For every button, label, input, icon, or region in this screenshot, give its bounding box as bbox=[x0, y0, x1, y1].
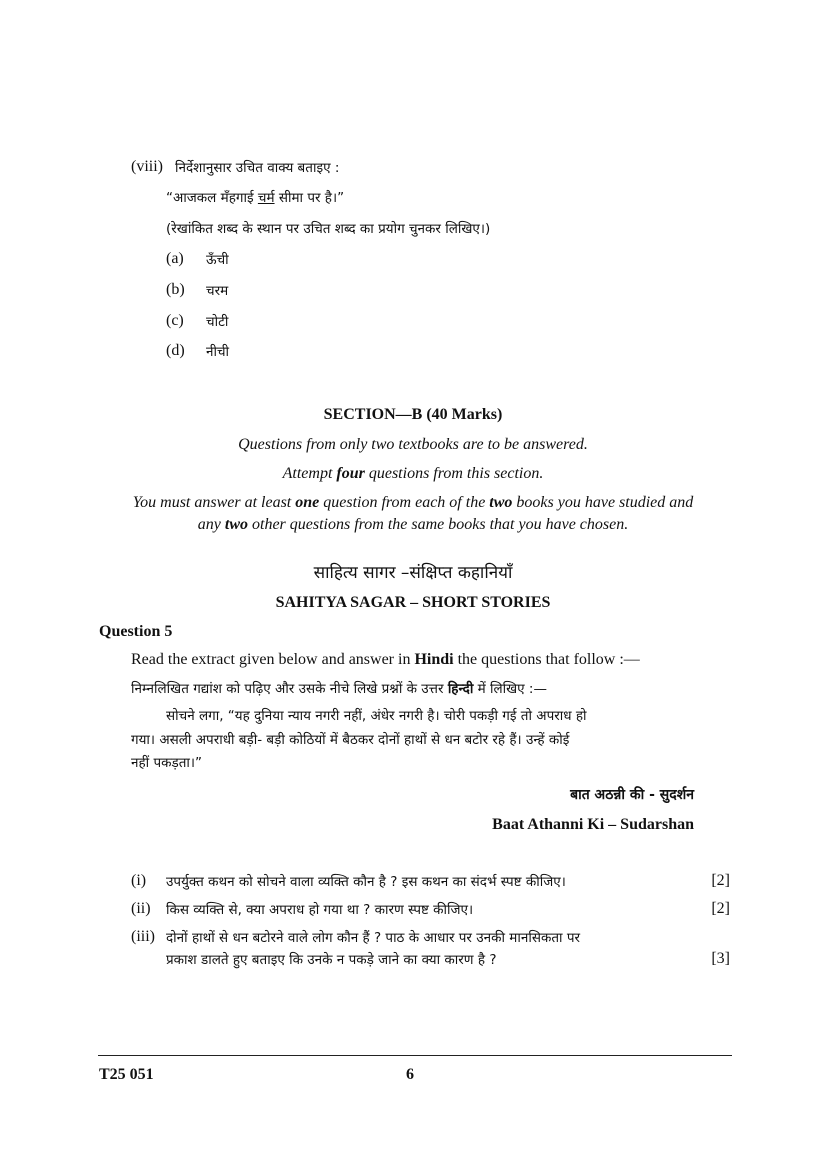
question-instruction-bold: Hindi bbox=[414, 651, 454, 668]
section-line-3-bold-2: two bbox=[489, 494, 513, 511]
section-line-3-mid: question from each of the bbox=[319, 494, 490, 511]
q8-option-d-label: (d) bbox=[166, 342, 185, 359]
hindi-instruction-pre: निम्नलिखित गद्यांश को पढ़िए और उसके नीचे लिखे प्रश्नों के उत्तर bbox=[131, 681, 448, 697]
q8-sentence-pre: “आजकल मँहगाई bbox=[166, 190, 258, 206]
subquestion-3-text-line-2: प्रकाश डालते हुए बताइए कि उनके न पकड़े जाने का क्या कारण है ? bbox=[166, 952, 497, 968]
section-line-4-pre: any bbox=[197, 516, 225, 533]
q8-sentence bbox=[166, 188, 344, 206]
section-line-3-bold-1: one bbox=[295, 494, 320, 511]
question-instruction-post: the questions that follow :— bbox=[453, 651, 640, 668]
source-hindi: बात अठन्नी की - सुदर्शन bbox=[570, 787, 694, 803]
subquestion-3-number: (iii) bbox=[131, 928, 155, 945]
footer-divider bbox=[98, 1055, 732, 1056]
q8-note: (रेखांकित शब्द के स्थान पर उचित शब्द का प्रयोग चुनकर लिखिए।) bbox=[166, 221, 491, 237]
subquestion-3-marks: [3] bbox=[711, 950, 730, 967]
book-title-hindi: साहित्य सागर –संक्षिप्त कहानियाँ bbox=[313, 563, 513, 583]
q8-instruction: निर्देशानुसार उचित वाक्य बताइए : bbox=[175, 160, 340, 176]
section-line-2-post: questions from this section. bbox=[364, 465, 544, 482]
extract-line-3: नहीं पकड़ता।” bbox=[131, 755, 203, 771]
subquestion-1-number: (i) bbox=[131, 872, 147, 889]
book-title-english: SAHITYA SAGAR – SHORT STORIES bbox=[275, 594, 551, 611]
q8-option-a-label: (a) bbox=[166, 250, 184, 267]
subquestion-2-number: (ii) bbox=[131, 900, 151, 917]
question-instruction bbox=[131, 651, 640, 669]
q8-number: (viii) bbox=[131, 158, 163, 175]
q8-option-b-text: चरम bbox=[206, 283, 229, 299]
q8-sentence-post: सीमा पर है।” bbox=[274, 190, 345, 206]
q8-option-c-text: चोटी bbox=[206, 314, 229, 330]
q8-underlined-word: चर्म bbox=[257, 190, 275, 206]
section-line-1: Questions from only two textbooks are to be answered. bbox=[238, 436, 588, 453]
source-english: Baat Athanni Ki – Sudarshan bbox=[492, 816, 694, 833]
hindi-instruction-post: में लिखिए :— bbox=[473, 681, 547, 697]
footer-code: T25 051 bbox=[99, 1066, 154, 1083]
subquestion-1-marks: [2] bbox=[711, 872, 730, 889]
section-line-2 bbox=[0, 465, 826, 483]
section-line-2-pre: Attempt bbox=[282, 465, 337, 482]
subquestion-3-text-line-1: दोनों हाथों से धन बटोरने वाले लोग कौन हैं ? पाठ के आधार पर उनकी मानसिकता पर bbox=[166, 930, 581, 946]
q8-option-a-text: ऊँची bbox=[206, 252, 229, 268]
section-line-4-bold: two bbox=[224, 516, 248, 533]
subquestion-2-text: किस व्यक्ति से, क्या अपराध हो गया था ? कारण स्पष्ट कीजिए। bbox=[166, 902, 474, 918]
section-line-4 bbox=[0, 516, 826, 534]
q8-option-c-label: (c) bbox=[166, 312, 184, 329]
q8-option-b-label: (b) bbox=[166, 281, 185, 298]
section-line-3-pre: You must answer at least bbox=[132, 494, 296, 511]
question-hindi-instruction bbox=[131, 679, 547, 697]
section-title: SECTION—B (40 Marks) bbox=[323, 406, 503, 423]
section-line-3-post: books you have studied and bbox=[512, 494, 694, 511]
subquestion-1-text: उपर्युक्त कथन को सोचने वाला व्यक्ति कौन है ? इस कथन का संदर्भ स्पष्ट कीजिए। bbox=[166, 874, 566, 890]
section-line-2-bold: four bbox=[336, 465, 365, 482]
hindi-instruction-bold: हिन्दी bbox=[447, 681, 474, 697]
section-line-3 bbox=[0, 494, 826, 512]
question-heading: Question 5 bbox=[99, 623, 173, 640]
footer-page-number: 6 bbox=[406, 1066, 414, 1083]
subquestion-2-marks: [2] bbox=[711, 900, 730, 917]
q8-option-d-text: नीची bbox=[206, 344, 230, 360]
extract-line-2: गया। असली अपराधी बड़ी- बड़ी कोठियों में बैठकर दोनों हाथों से धन बटोर रहे हैं। उन्हें कोई bbox=[131, 732, 570, 748]
section-line-4-post: other questions from the same books that you have chosen. bbox=[248, 516, 629, 533]
question-instruction-pre: Read the extract given below and answer in bbox=[131, 651, 415, 668]
extract-line-1: सोचने लगा, “यह दुनिया न्याय नगरी नहीं, अंधेर नगरी है। चोरी पकड़ी गई तो अपराध हो bbox=[166, 708, 587, 724]
